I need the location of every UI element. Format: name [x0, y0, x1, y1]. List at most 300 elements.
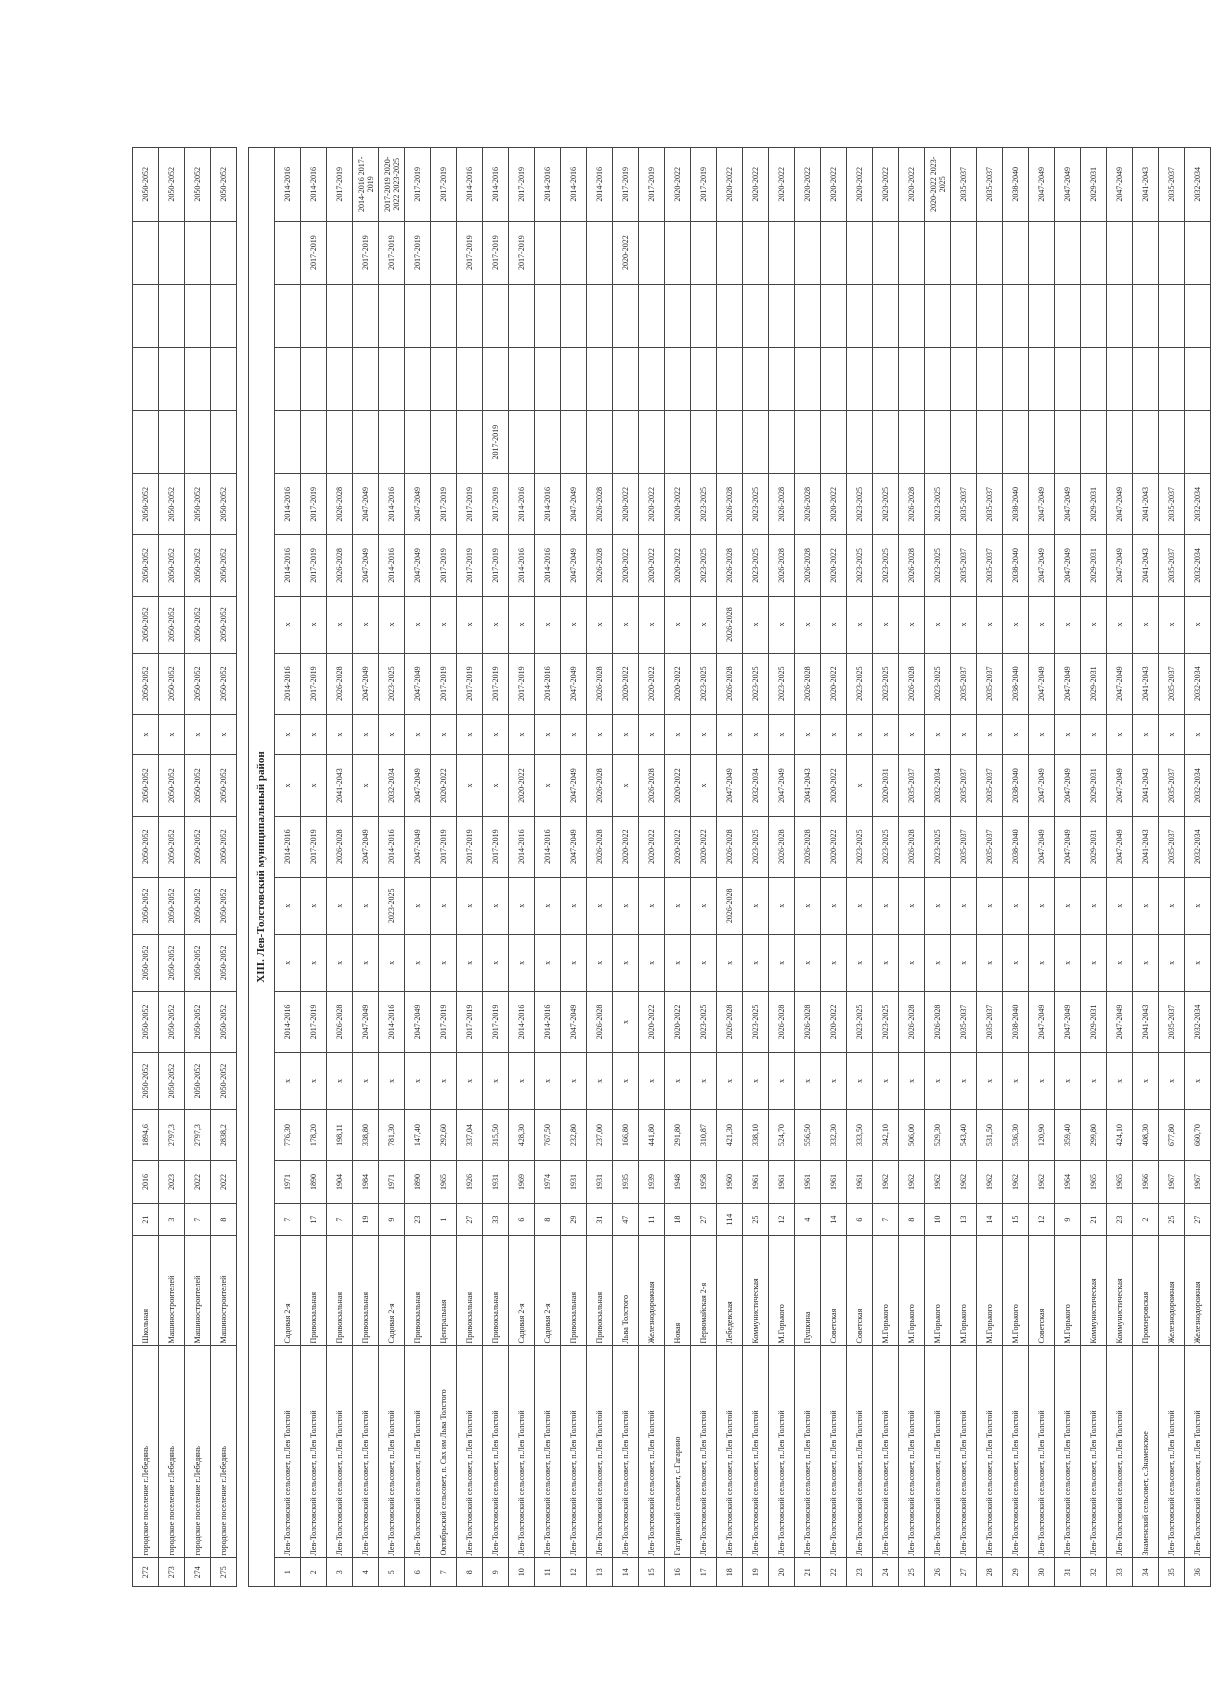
table-row	[327, 148, 353, 1587]
schedule-cell: x	[925, 877, 951, 934]
house-number-cell: 114	[717, 1203, 743, 1236]
house-number-cell: 29	[561, 1203, 587, 1236]
schedule-cell: 2047-2049	[561, 816, 587, 877]
schedule-cell: 2020-2022	[821, 474, 847, 535]
table-row	[509, 148, 535, 1587]
schedule-cell: 2035-2037	[951, 474, 977, 535]
schedule-cell: 2050-2052	[185, 877, 211, 934]
schedule-cell: 2023-2025	[743, 474, 769, 535]
schedule-cell: 2014-2016	[275, 991, 301, 1052]
schedule-cell: x	[899, 596, 925, 653]
schedule-cell	[977, 411, 1003, 474]
schedule-cell: x	[1185, 934, 1211, 991]
schedule-cell	[405, 284, 431, 347]
schedule-cell	[379, 347, 405, 410]
schedule-cell: 2047-2049	[405, 991, 431, 1052]
table-row	[1133, 148, 1159, 1587]
schedule-cell: x	[899, 934, 925, 991]
schedule-cell: 2014-2016	[509, 991, 535, 1052]
schedule-cell: 2050-2052	[185, 535, 211, 596]
schedule-cell	[1133, 347, 1159, 410]
house-number-cell: 27	[691, 1203, 717, 1236]
schedule-cell: 2023-2025	[873, 535, 899, 596]
schedule-cell: x	[977, 877, 1003, 934]
schedule-cell: 2020-2022	[821, 991, 847, 1052]
schedule-cell	[665, 411, 691, 474]
schedule-cell: 2050-2052	[211, 653, 237, 714]
schedule-cell	[1003, 347, 1029, 410]
schedule-cell	[1055, 221, 1081, 284]
table-row	[535, 148, 561, 1587]
schedule-cell	[795, 284, 821, 347]
schedule-cell	[743, 411, 769, 474]
schedule-cell	[821, 284, 847, 347]
schedule-cell: 2047-2049	[561, 653, 587, 714]
schedule-cell: x	[327, 877, 353, 934]
schedule-cell: x	[717, 1053, 743, 1110]
settlement-cell: городское поселение г.Лебедянь	[211, 1346, 237, 1558]
schedule-cell	[639, 411, 665, 474]
schedule-cell: 2020-2022	[899, 148, 925, 222]
schedule-cell	[561, 411, 587, 474]
schedule-cell	[1185, 221, 1211, 284]
schedule-cell: x	[743, 596, 769, 653]
street-cell: Коммунистическая	[1107, 1236, 1133, 1346]
schedule-cell: 2023-2025	[847, 991, 873, 1052]
schedule-cell: x	[1133, 714, 1159, 755]
schedule-cell: x	[769, 1053, 795, 1110]
schedule-cell: x	[301, 934, 327, 991]
build-year-cell: 1969	[509, 1161, 535, 1204]
build-year-cell: 1926	[457, 1161, 483, 1204]
settlement-cell: Октябрьский сельсовет, п. Свх им Льва Толстого	[431, 1346, 457, 1558]
table-row	[1159, 148, 1185, 1587]
schedule-cell: x	[457, 877, 483, 934]
schedule-cell: x	[1055, 1053, 1081, 1110]
schedule-cell: 2014-2016	[379, 474, 405, 535]
street-cell: Привокзальная	[483, 1236, 509, 1346]
schedule-cell	[535, 411, 561, 474]
schedule-cell	[133, 284, 159, 347]
schedule-cell: 2035-2037	[977, 474, 1003, 535]
schedule-cell	[457, 347, 483, 410]
table-row	[847, 148, 873, 1587]
schedule-cell	[1185, 284, 1211, 347]
schedule-cell: x	[1159, 714, 1185, 755]
build-year-cell: 1961	[769, 1161, 795, 1204]
schedule-cell: 2014-2016	[457, 148, 483, 222]
schedule-cell: 2020-2022	[847, 148, 873, 222]
schedule-cell: 2026-2028	[327, 474, 353, 535]
schedule-cell: 2047-2049	[353, 991, 379, 1052]
schedule-cell: x	[1133, 877, 1159, 934]
schedule-cell	[1055, 347, 1081, 410]
house-number-cell: 13	[951, 1203, 977, 1236]
schedule-cell: 2026-2028	[327, 991, 353, 1052]
build-year-cell: 1935	[613, 1161, 639, 1204]
schedule-cell: x	[821, 934, 847, 991]
settlement-cell: Лев-Толстовский сельсовет, п.Лев Толстой	[795, 1346, 821, 1558]
table-row	[587, 148, 613, 1587]
schedule-cell: 2014-2016	[275, 474, 301, 535]
schedule-cell	[1029, 411, 1055, 474]
schedule-cell: x	[301, 755, 327, 816]
street-cell: Привокзальная	[353, 1236, 379, 1346]
street-cell: М.Горького	[951, 1236, 977, 1346]
schedule-cell: x	[1029, 934, 1055, 991]
house-number-cell: 21	[133, 1203, 159, 1236]
schedule-cell: x	[1159, 877, 1185, 934]
table-row	[159, 148, 185, 1587]
schedule-cell: 2014-2016	[275, 653, 301, 714]
build-year-cell: 1962	[1003, 1161, 1029, 1204]
schedule-cell: 2014-2016	[509, 474, 535, 535]
schedule-cell: x	[301, 714, 327, 755]
schedule-cell: x	[717, 934, 743, 991]
schedule-cell: 2050-2052	[133, 816, 159, 877]
schedule-cell: 2050-2052	[159, 934, 185, 991]
schedule-cell: 2026-2028	[717, 596, 743, 653]
schedule-cell: x	[509, 596, 535, 653]
schedule-cell: 2023-2025	[691, 991, 717, 1052]
build-year-cell: 1890	[301, 1161, 327, 1204]
settlement-cell: Лев-Толстовский сельсовет, п.Лев Толстой	[613, 1346, 639, 1558]
schedule-cell: x	[873, 934, 899, 991]
schedule-cell: 2041-2043	[1133, 816, 1159, 877]
schedule-cell	[275, 411, 301, 474]
schedule-cell	[795, 347, 821, 410]
schedule-cell: 2017-2019	[431, 474, 457, 535]
house-number-cell: 3	[159, 1203, 185, 1236]
street-cell: Привокзальная	[561, 1236, 587, 1346]
schedule-cell: 2017-2019	[457, 816, 483, 877]
schedule-cell: x	[847, 877, 873, 934]
settlement-cell: Лев-Толстовский сельсовет, п.Лев Толстой	[1055, 1346, 1081, 1558]
build-year-cell: 1961	[821, 1161, 847, 1204]
street-cell: Садовая 2-я	[509, 1236, 535, 1346]
schedule-cell: 2020-2022	[821, 148, 847, 222]
schedule-cell: x	[457, 1053, 483, 1110]
area-cell: 166,80	[613, 1110, 639, 1161]
row-number-cell: 272	[133, 1558, 159, 1587]
street-cell: Железнодорожная	[639, 1236, 665, 1346]
settlement-cell: Лев-Толстовский сельсовет, п.Лев Толстой	[717, 1346, 743, 1558]
table-row	[899, 148, 925, 1587]
schedule-cell: 2020-2022	[639, 474, 665, 535]
street-cell: Промзеровская	[1133, 1236, 1159, 1346]
schedule-cell: 2035-2037	[951, 991, 977, 1052]
schedule-cell: x	[1055, 596, 1081, 653]
schedule-cell: 2041-2043	[795, 755, 821, 816]
street-cell: Новая	[665, 1236, 691, 1346]
row-number-cell: 34	[1133, 1558, 1159, 1587]
schedule-cell: 2047-2049	[561, 474, 587, 535]
schedule-cell	[211, 221, 237, 284]
house-number-cell: 25	[743, 1203, 769, 1236]
schedule-cell	[899, 284, 925, 347]
street-cell: М.Горького	[925, 1236, 951, 1346]
schedule-cell: x	[613, 596, 639, 653]
area-cell: 660,70	[1185, 1110, 1211, 1161]
schedule-cell: x	[899, 714, 925, 755]
schedule-cell: 2017-2019 2020-2022 2023-2025	[379, 148, 405, 222]
schedule-cell: 2014-2016	[301, 148, 327, 222]
street-cell: Привокзальная	[587, 1236, 613, 1346]
area-cell: 359,40	[1055, 1110, 1081, 1161]
schedule-cell: x	[1185, 596, 1211, 653]
schedule-cell: 2029-2031	[1081, 653, 1107, 714]
house-number-cell: 7	[873, 1203, 899, 1236]
house-number-cell: 6	[847, 1203, 873, 1236]
schedule-cell: x	[483, 934, 509, 991]
schedule-cell: x	[431, 877, 457, 934]
house-number-cell: 31	[587, 1203, 613, 1236]
schedule-cell: 2017-2019	[431, 148, 457, 222]
schedule-cell: 2026-2028	[587, 816, 613, 877]
schedule-cell: 2050-2052	[159, 148, 185, 222]
row-number-cell: 23	[847, 1558, 873, 1587]
schedule-cell: 2026-2028	[795, 474, 821, 535]
schedule-cell: x	[327, 934, 353, 991]
schedule-cell: 2023-2025	[379, 653, 405, 714]
settlement-cell: Лев-Толстовский сельсовет, п.Лев Толстой	[379, 1346, 405, 1558]
row-number-cell: 24	[873, 1558, 899, 1587]
street-cell: Советская	[1029, 1236, 1055, 1346]
build-year-cell: 1961	[795, 1161, 821, 1204]
schedule-cell: 2020-2022	[665, 653, 691, 714]
schedule-cell: 2026-2028	[717, 816, 743, 877]
table-row	[185, 148, 211, 1587]
schedule-cell	[951, 221, 977, 284]
schedule-cell	[483, 284, 509, 347]
schedule-cell: 2020-2022	[639, 653, 665, 714]
house-number-cell: 25	[1159, 1203, 1185, 1236]
schedule-cell	[873, 221, 899, 284]
schedule-cell: 2026-2028	[717, 991, 743, 1052]
row-number-cell: 2	[301, 1558, 327, 1587]
schedule-cell: 2017-2019	[301, 535, 327, 596]
schedule-cell: 2050-2052	[159, 1053, 185, 1110]
schedule-cell: 2017-2019	[301, 474, 327, 535]
schedule-cell: 2023-2025	[743, 653, 769, 714]
schedule-cell: x	[717, 714, 743, 755]
row-number-cell: 20	[769, 1558, 795, 1587]
schedule-cell: x	[665, 596, 691, 653]
schedule-cell: 2038-2040	[1003, 148, 1029, 222]
house-number-cell: 1	[431, 1203, 457, 1236]
schedule-cell: 2023-2025	[873, 474, 899, 535]
schedule-cell	[275, 221, 301, 284]
settlement-cell: Лев-Толстовский сельсовет, п.Лев Толстой	[899, 1346, 925, 1558]
schedule-cell: 2014-2016	[535, 816, 561, 877]
schedule-cell: x	[509, 714, 535, 755]
street-cell: Садовая 2-я	[275, 1236, 301, 1346]
schedule-cell: 2020-2022 2023-2025	[925, 148, 951, 222]
schedule-cell	[133, 411, 159, 474]
schedule-cell: 2026-2028	[899, 653, 925, 714]
house-number-cell: 23	[1107, 1203, 1133, 1236]
schedule-cell: 2050-2052	[211, 1053, 237, 1110]
schedule-cell: 2035-2037	[977, 535, 1003, 596]
build-year-cell: 1965	[431, 1161, 457, 1204]
schedule-cell	[613, 411, 639, 474]
schedule-cell: 2026-2028	[327, 816, 353, 877]
house-number-cell: 7	[327, 1203, 353, 1236]
schedule-cell: x	[847, 755, 873, 816]
schedule-cell: x	[561, 1053, 587, 1110]
settlement-cell: городское поселение г.Лебедянь	[159, 1346, 185, 1558]
row-number-cell: 36	[1185, 1558, 1211, 1587]
schedule-cell: 2032-2034	[1185, 474, 1211, 535]
schedule-cell: 2047-2049	[1029, 535, 1055, 596]
area-cell: 198,11	[327, 1110, 353, 1161]
house-number-cell: 21	[1081, 1203, 1107, 1236]
schedule-cell: 2032-2034	[1185, 535, 1211, 596]
schedule-cell: 2050-2052	[185, 755, 211, 816]
schedule-cell: x	[691, 1053, 717, 1110]
row-number-cell: 14	[613, 1558, 639, 1587]
schedule-cell	[587, 284, 613, 347]
schedule-cell	[561, 347, 587, 410]
table-row	[1107, 148, 1133, 1587]
area-cell: 421,30	[717, 1110, 743, 1161]
house-number-cell: 9	[1055, 1203, 1081, 1236]
schedule-cell	[925, 284, 951, 347]
schedule-cell	[717, 284, 743, 347]
house-number-cell: 33	[483, 1203, 509, 1236]
schedule-cell: x	[1107, 596, 1133, 653]
area-cell: 441,80	[639, 1110, 665, 1161]
schedule-cell: 2023-2025	[925, 474, 951, 535]
schedule-cell: x	[951, 877, 977, 934]
spacer-cell	[237, 148, 249, 1587]
area-cell: 776,30	[275, 1110, 301, 1161]
schedule-cell: 2047-2049	[1055, 535, 1081, 596]
schedule-cell: 2050-2052	[159, 991, 185, 1052]
settlement-cell: городское поселение г.Лебедянь	[185, 1346, 211, 1558]
street-cell: Советская	[847, 1236, 873, 1346]
schedule-cell	[1081, 347, 1107, 410]
schedule-cell: x	[353, 596, 379, 653]
schedule-cell	[951, 411, 977, 474]
schedule-cell: 2032-2034	[1185, 816, 1211, 877]
schedule-cell: 2032-2034	[379, 755, 405, 816]
schedule-cell: x	[457, 714, 483, 755]
schedule-cell: 2047-2049	[405, 755, 431, 816]
schedule-cell: x	[925, 934, 951, 991]
schedule-cell: x	[873, 877, 899, 934]
schedule-cell: 2017-2019	[509, 221, 535, 284]
schedule-cell: x	[639, 596, 665, 653]
schedule-cell: 2050-2052	[211, 535, 237, 596]
schedule-cell: x	[431, 1053, 457, 1110]
schedule-cell: 2017-2019	[691, 148, 717, 222]
schedule-cell	[847, 284, 873, 347]
area-cell: 2797,3	[159, 1110, 185, 1161]
area-cell: 2838,2	[211, 1110, 237, 1161]
schedule-cell	[405, 411, 431, 474]
settlement-cell: Лев-Толстовский сельсовет, п.Лев Толстой	[587, 1346, 613, 1558]
schedule-cell: 2026-2028	[795, 991, 821, 1052]
schedule-cell: 2047-2049	[1107, 148, 1133, 222]
settlement-cell: Лев-Толстовский сельсовет, п.Лев Толстой	[301, 1346, 327, 1558]
schedule-cell: 2050-2052	[185, 653, 211, 714]
table-row	[977, 148, 1003, 1587]
schedule-cell	[301, 347, 327, 410]
schedule-cell: 2050-2052	[159, 653, 185, 714]
build-year-cell: 1966	[1133, 1161, 1159, 1204]
settlement-cell: Лев-Толстовский сельсовет, п.Лев Толстой	[1029, 1346, 1055, 1558]
schedule-cell	[159, 221, 185, 284]
schedule-cell: x	[1003, 1053, 1029, 1110]
schedule-cell	[275, 284, 301, 347]
schedule-cell: x	[405, 877, 431, 934]
schedule-cell	[1029, 347, 1055, 410]
schedule-cell	[587, 411, 613, 474]
schedule-cell: 2032-2034	[1185, 755, 1211, 816]
schedule-cell: x	[1029, 1053, 1055, 1110]
schedule-cell: x	[509, 1053, 535, 1110]
schedule-cell: 2026-2028	[327, 535, 353, 596]
schedule-cell: x	[587, 1053, 613, 1110]
house-number-cell: 11	[639, 1203, 665, 1236]
schedule-cell: 2026-2028	[769, 816, 795, 877]
row-number-cell: 18	[717, 1558, 743, 1587]
table-row	[873, 148, 899, 1587]
schedule-cell: x	[1107, 1053, 1133, 1110]
schedule-cell: x	[1055, 714, 1081, 755]
schedule-cell: x	[613, 714, 639, 755]
area-cell: 767,50	[535, 1110, 561, 1161]
build-year-cell: 1960	[717, 1161, 743, 1204]
schedule-cell: 2017-2019	[379, 221, 405, 284]
house-number-cell: 15	[1003, 1203, 1029, 1236]
schedule-cell: x	[1107, 714, 1133, 755]
schedule-cell: 2050-2052	[159, 535, 185, 596]
schedule-cell: 2014-2016	[275, 535, 301, 596]
schedule-cell: 2041-2043	[1133, 991, 1159, 1052]
build-year-cell: 1962	[873, 1161, 899, 1204]
schedule-cell	[1159, 347, 1185, 410]
schedule-cell: 2050-2052	[211, 755, 237, 816]
schedule-cell	[639, 221, 665, 284]
area-cell: 536,30	[1003, 1110, 1029, 1161]
schedule-cell: x	[159, 714, 185, 755]
schedule-cell: x	[795, 877, 821, 934]
schedule-cell	[1055, 284, 1081, 347]
table-row	[211, 148, 237, 1587]
schedule-cell	[327, 221, 353, 284]
schedule-cell: 2023-2025	[769, 653, 795, 714]
schedule-cell: 2035-2037	[1159, 148, 1185, 222]
schedule-cell: x	[301, 1053, 327, 1110]
settlement-cell: Лев-Толстовский сельсовет, п.Лев Толстой	[561, 1346, 587, 1558]
house-number-cell: 12	[1029, 1203, 1055, 1236]
schedule-cell	[951, 284, 977, 347]
row-number-cell: 35	[1159, 1558, 1185, 1587]
schedule-cell: x	[535, 596, 561, 653]
schedule-cell: 2050-2052	[133, 474, 159, 535]
area-cell: 408,30	[1133, 1110, 1159, 1161]
row-number-cell: 9	[483, 1558, 509, 1587]
schedule-cell	[185, 221, 211, 284]
schedule-cell: 2047-2049	[1029, 816, 1055, 877]
schedule-cell: x	[483, 596, 509, 653]
schedule-cell: 2020-2022	[873, 148, 899, 222]
schedule-cell: 2023-2025	[873, 653, 899, 714]
schedule-cell: 2047-2049	[1055, 816, 1081, 877]
schedule-cell	[977, 221, 1003, 284]
